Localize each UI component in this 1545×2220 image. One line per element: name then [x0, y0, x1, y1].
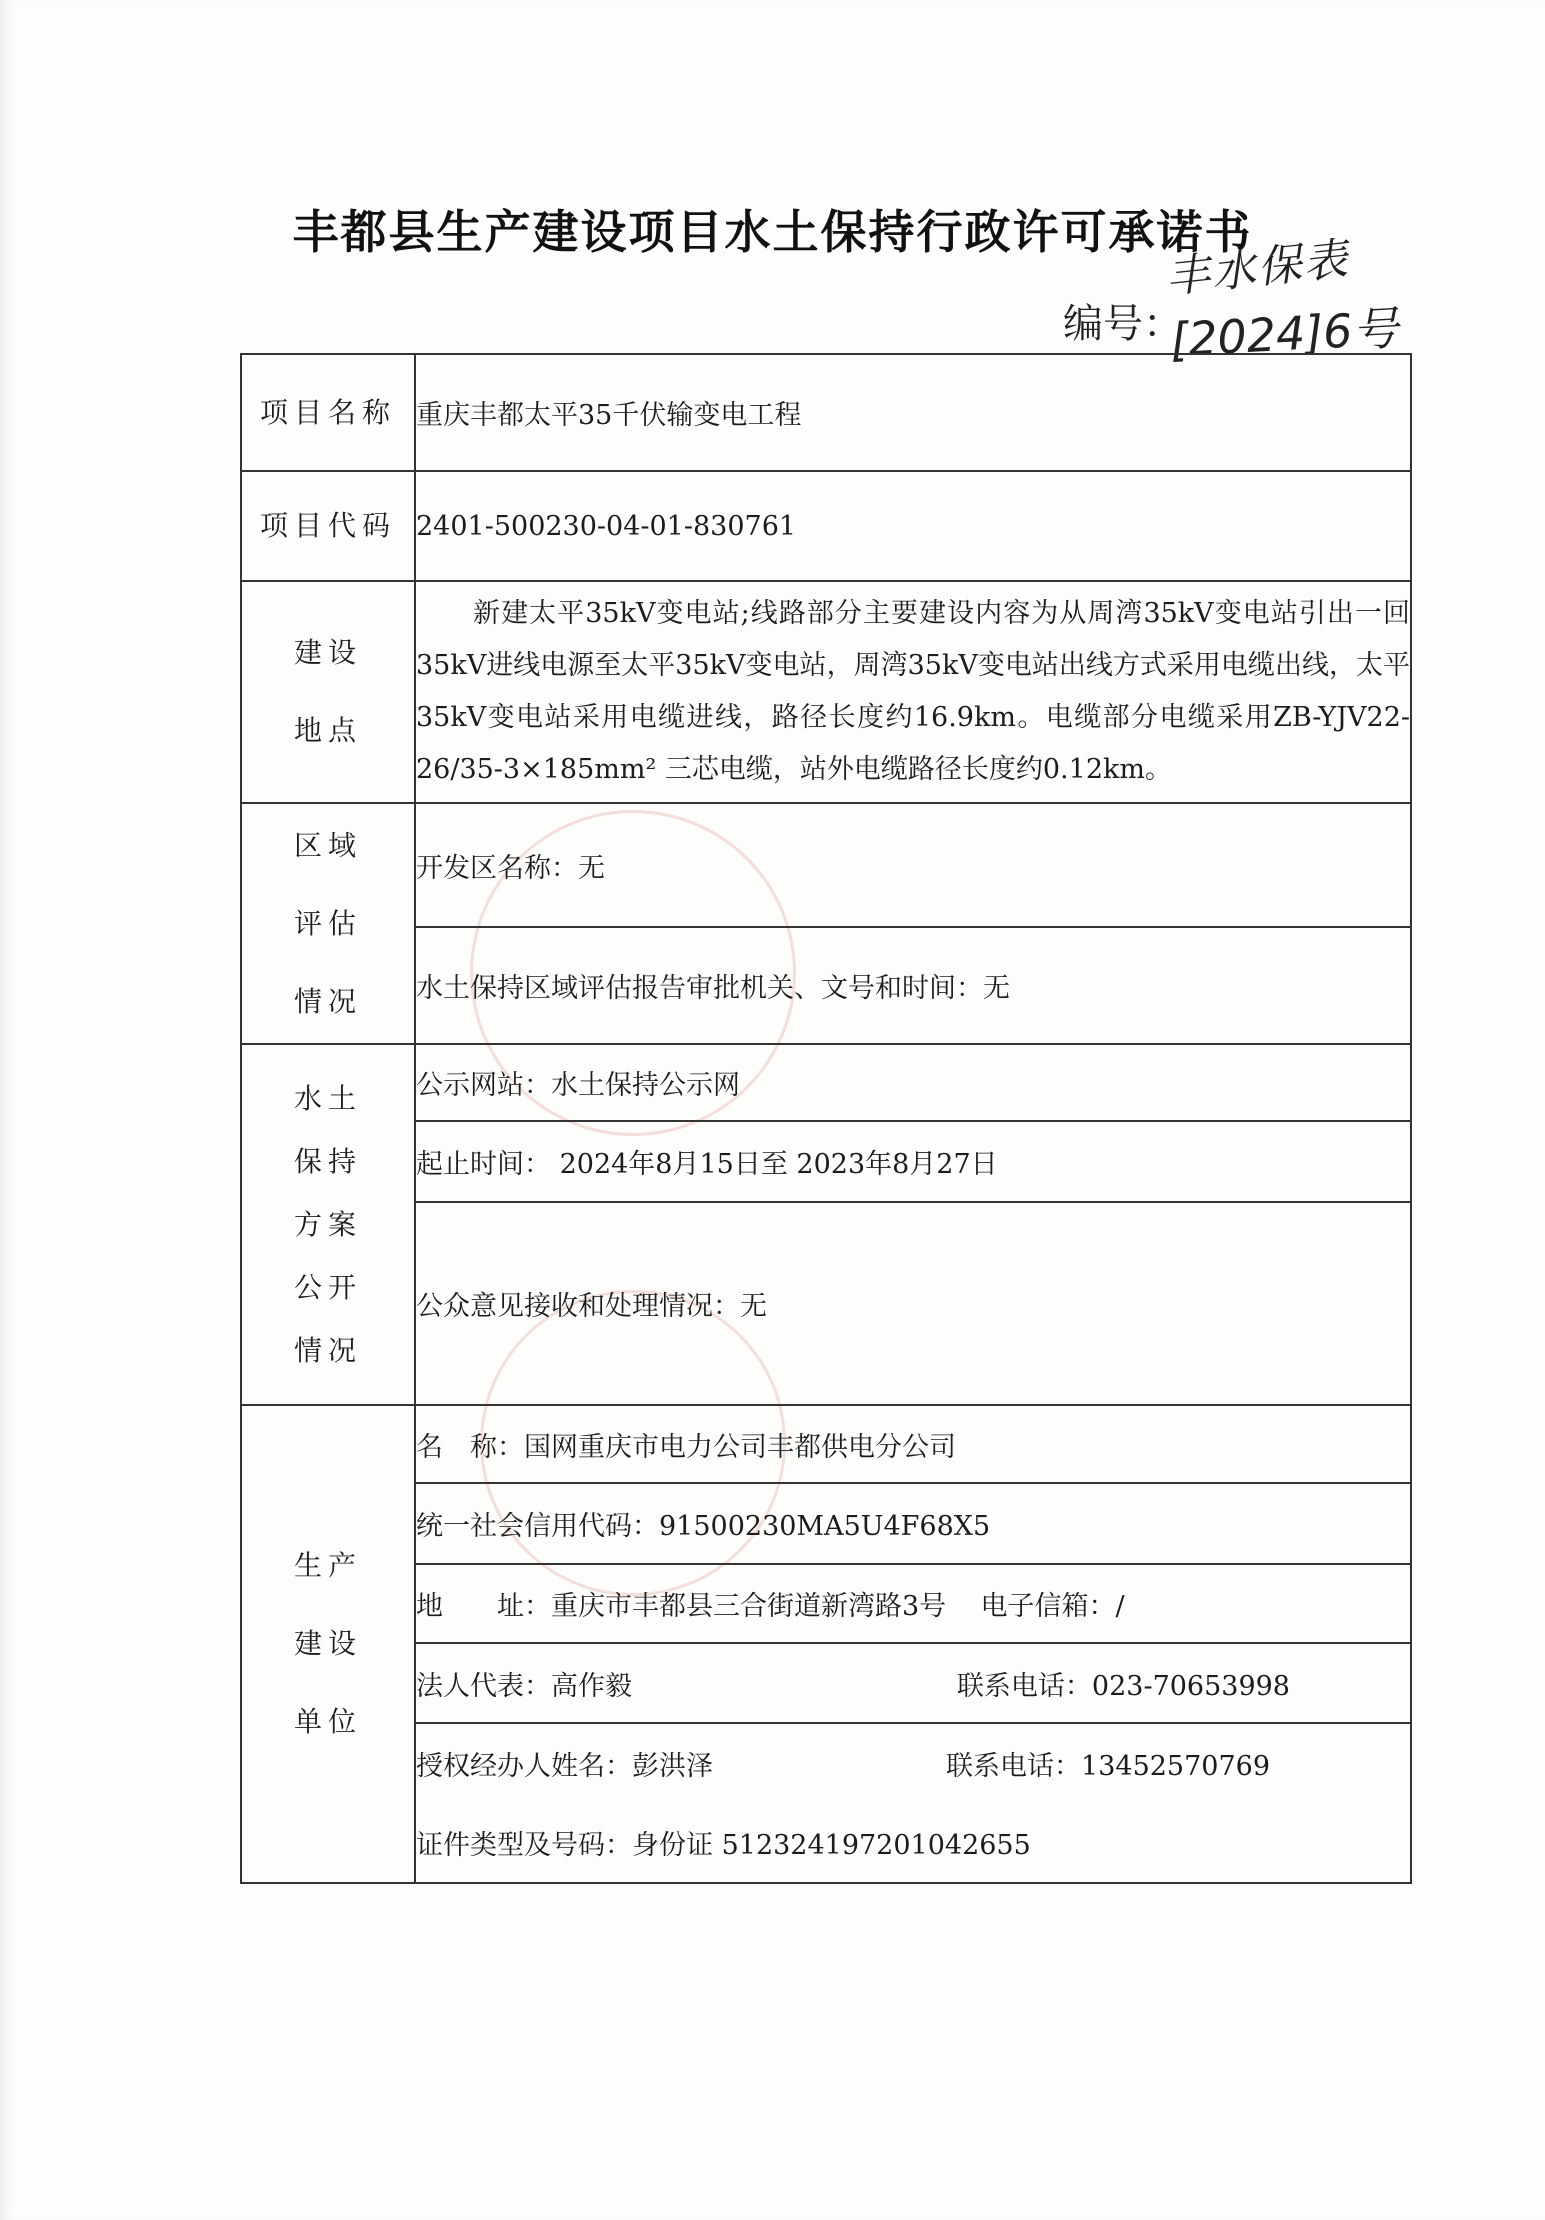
value-address: 地 址：重庆市丰都县三合街道新湾路3号 — [416, 1591, 947, 1622]
label-construction-unit — [241, 1405, 415, 1883]
document-title: 丰都县生产建设项目水土保持行政许可承诺书 — [292, 205, 1253, 259]
row-unit-name — [241, 1405, 1411, 1483]
value-email: 电子信箱：/ — [980, 1591, 1125, 1622]
row-address — [241, 1564, 1411, 1643]
label-line: 方案 — [293, 1208, 362, 1241]
row-publicity-website — [241, 1044, 1411, 1121]
row-project-name — [241, 354, 1411, 471]
label-plan-publicity — [241, 1044, 415, 1405]
value-unit-name: 名 称：国网重庆市电力公司丰都供电分公司 — [415, 1405, 1411, 1483]
label-line: 单位 — [293, 1705, 362, 1738]
label-project-name: 项目名称 — [241, 354, 415, 471]
value-credit-code: 统一社会信用代码：91500230MA5U4F68X5 — [415, 1483, 1411, 1564]
label-line: 生产 — [293, 1549, 362, 1582]
value-dev-zone: 开发区名称：无 — [415, 803, 1411, 927]
value-project-code: 2401-500230-04-01-830761 — [415, 471, 1411, 581]
row-location — [241, 581, 1411, 803]
value-publicity-period: 起止时间： 2024年8月15日至 2023年8月27日 — [415, 1121, 1411, 1202]
label-line: 情况 — [293, 984, 362, 1018]
number-handwritten: [2024]6号 — [1168, 301, 1400, 367]
row-legal-rep — [241, 1643, 1411, 1723]
row-regional-dev-zone — [241, 803, 1411, 927]
row-credit-code — [241, 1483, 1411, 1564]
value-legal-row — [415, 1643, 1411, 1723]
label-line: 区域 — [293, 828, 362, 862]
label-line: 评估 — [293, 906, 362, 940]
label-line: 情况 — [293, 1334, 362, 1367]
value-publicity-website: 公示网站：水土保持公示网 — [415, 1044, 1411, 1121]
value-agent-name: 授权经办人姓名：彭洪泽 — [416, 1751, 713, 1782]
row-agent — [241, 1723, 1411, 1803]
value-legal-rep: 法人代表：高作毅 — [416, 1670, 632, 1702]
value-address-row — [415, 1564, 1411, 1643]
label-line: 水土 — [293, 1082, 362, 1115]
label-regional-assessment — [241, 803, 415, 1044]
row-id-doc — [241, 1803, 1411, 1883]
number-label: 编号： — [1063, 301, 1183, 347]
label-line: 建设 — [293, 636, 362, 669]
row-regional-report — [241, 927, 1411, 1044]
label-line: 建设 — [293, 1627, 362, 1660]
label-line: 保持 — [293, 1145, 362, 1178]
value-legal-phone: 联系电话：023-70653998 — [956, 1670, 1290, 1702]
label-line: 地点 — [293, 714, 362, 747]
value-id-doc: 证件类型及号码：身份证 512324197201042655 — [415, 1803, 1411, 1883]
value-agent-phone: 联系电话：13452570769 — [946, 1751, 1270, 1782]
row-publicity-feedback — [241, 1202, 1411, 1405]
value-project-name: 重庆丰都太平35千伏输变电工程 — [415, 354, 1411, 471]
value-public-feedback: 公众意见接收和处理情况：无 — [415, 1202, 1411, 1405]
row-publicity-period — [241, 1121, 1411, 1202]
commitment-form-table — [240, 353, 1412, 1884]
location-text: 新建太平35kV变电站;线路部分主要建设内容为从周湾35kV变电站引出一回35kV进线电源至太平35kV变电站，周湾35kV变电站出线方式采用电缆出线，太平35kV变电站采用电缆进线，路径长度约16.9km。电缆部分电缆采用ZB-YJV22-26/35-3×185mm² 三芯电缆，站外电缆路径长度约0.12km。 — [416, 598, 1410, 785]
label-line: 公开 — [293, 1271, 362, 1304]
value-agent-row — [415, 1723, 1411, 1803]
label-location — [241, 581, 415, 803]
value-assessment-report: 水土保持区域评估报告审批机关、文号和时间：无 — [415, 927, 1411, 1044]
label-project-code: 项目代码 — [241, 471, 415, 581]
row-project-code — [241, 471, 1411, 581]
handwritten-note: 丰水保表 — [1163, 233, 1352, 304]
value-location — [415, 581, 1411, 803]
